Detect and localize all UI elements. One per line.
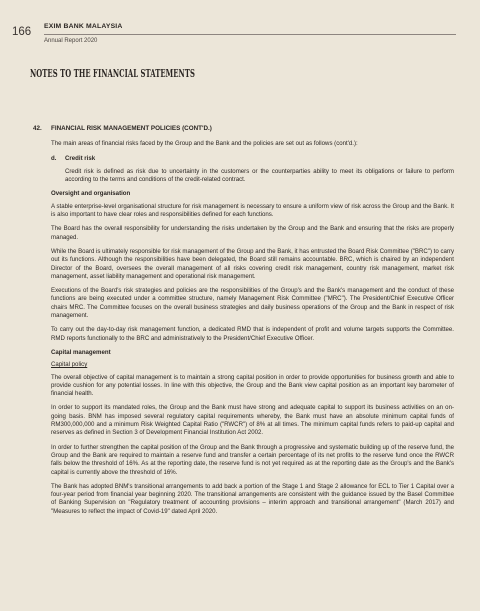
page-number: 166 (12, 26, 32, 38)
capital-paragraph: In order to further strengthen the capital position of the Group and the Bank through a progressive and systematic building up of the reserve fund, the Group and the Bank are required to maintain a reserve fund and transfer a certain percentage of its net profits to the reserve fund once the RWCR falls below the threshold of 16%. As at the reporting date, the reserve fund is not yet required as at the reporting date as the Group's and the Bank's capital is currently above the threshold of 16%. (51, 443, 454, 476)
bank-name: EXIM BANK MALAYSIA (44, 23, 123, 30)
report-title: Annual Report 2020 (44, 38, 98, 44)
sub-letter: d. (51, 154, 57, 162)
capital-heading: Capital management (51, 348, 111, 356)
capital-paragraph: The Bank has adopted BNM's transitional arrangements to add back a portion of the Stage 1 and Stage 2 allowance for ECL to Tier 1 Capital over a four-year period from financial year beginning 2020. The transitional arrangements are consistent with the guidance issued by the Basel Committee of Banking Supervision on "Regulatory treatment of accounting provisions – interim approach and transitional arrangement" (March 2017) and "Measures to reflect the impact of Covid-19" dated April 2020. (51, 482, 454, 515)
note-content (33, 125, 454, 522)
sub-title: Credit risk (65, 154, 96, 162)
oversight-paragraph: While the Board is ultimately responsible for risk management of the Group and the Bank, it has entrusted the Board Risk Committee ("BRC") to carry out its functions. Although the responsibilities have been delegated, the Board still remains accountable. BRC, which is chaired by an independent Director of the Board, oversees the overall management of all risks covering credit risk management, country risk management, market risk management, asset liability management and operational risk management. (51, 247, 454, 280)
oversight-paragraph: To carry out the day-to-day risk management function, a dedicated RMD that is independent of profit and volume targets supports the Committee. RMD reports functionally to the BRC and administratively to the President/Chief Executive Officer. (51, 326, 454, 342)
note-intro: The main areas of financial risks faced by the Group and the Bank and the policies are set out as follows (cont'd.): (51, 140, 358, 148)
oversight-paragraph: A stable enterprise-level organisational structure for risk management is necessary to ensure a uniform view of risk across the Group and the Bank. It is also important to have clear roles and responsibilities defined for each functions. (51, 202, 454, 219)
capital-paragraph: The overall objective of capital management is to maintain a strong capital position in order to provide opportunities for business growth and able to provide cushion for any potential losses. In line with this objective, the Group and the Bank view capital position as an important key barometer of financial health. (51, 373, 454, 398)
note-heading (33, 125, 454, 133)
header-rule (44, 34, 456, 35)
credit-risk-text: Credit risk is defined as risk due to uncertainty in the customers or the counterparties ability to meet its obligations or failure to perform according to the terms and conditions of the credit-related contract. (65, 167, 454, 184)
capital-paragraph: In order to support its mandated roles, the Group and the Bank must have strong and adequate capital to support its business activities on an on-going basis. BNM has imposed several regulatory capital requirements whereby, the Bank must have an absolute minimum capital funds of RM300,000,000 and a minimum Risk Weighted Capital Ratio ("RWCR") of 8% at all times. The minimum capital funds refers to paid-up capital and reserves as defined in Section 3 of Development Financial Institution Act 2002. (51, 404, 454, 437)
credit-risk-heading (51, 155, 454, 163)
section-title: NOTES TO THE FINANCIAL STATEMENTS (30, 67, 195, 80)
oversight-paragraph: The Board has the overall responsibility for understanding the risks undertaken by the Group and the Bank and ensuring that the risks are properly managed. (51, 225, 454, 241)
oversight-paragraph: Executions of the Board's risk strategies and policies are the responsibilities of the Group's and the Bank's management and the conduct of these functions are being executed under a committee structure, namely Management Risk Committee ("MRC"). The President/Chief Executive Officer chairs MRC. The Committee focuses on the overall business strategies and daily business operations of the Group and the Bank in respect of risk management. (51, 287, 454, 320)
capital-policy-heading: Capital policy (51, 361, 88, 369)
note-title: FINANCIAL RISK MANAGEMENT POLICIES (CONT'D.) (51, 125, 212, 132)
note-number: 42. (33, 125, 42, 132)
oversight-heading: Oversight and organisation (51, 190, 131, 198)
